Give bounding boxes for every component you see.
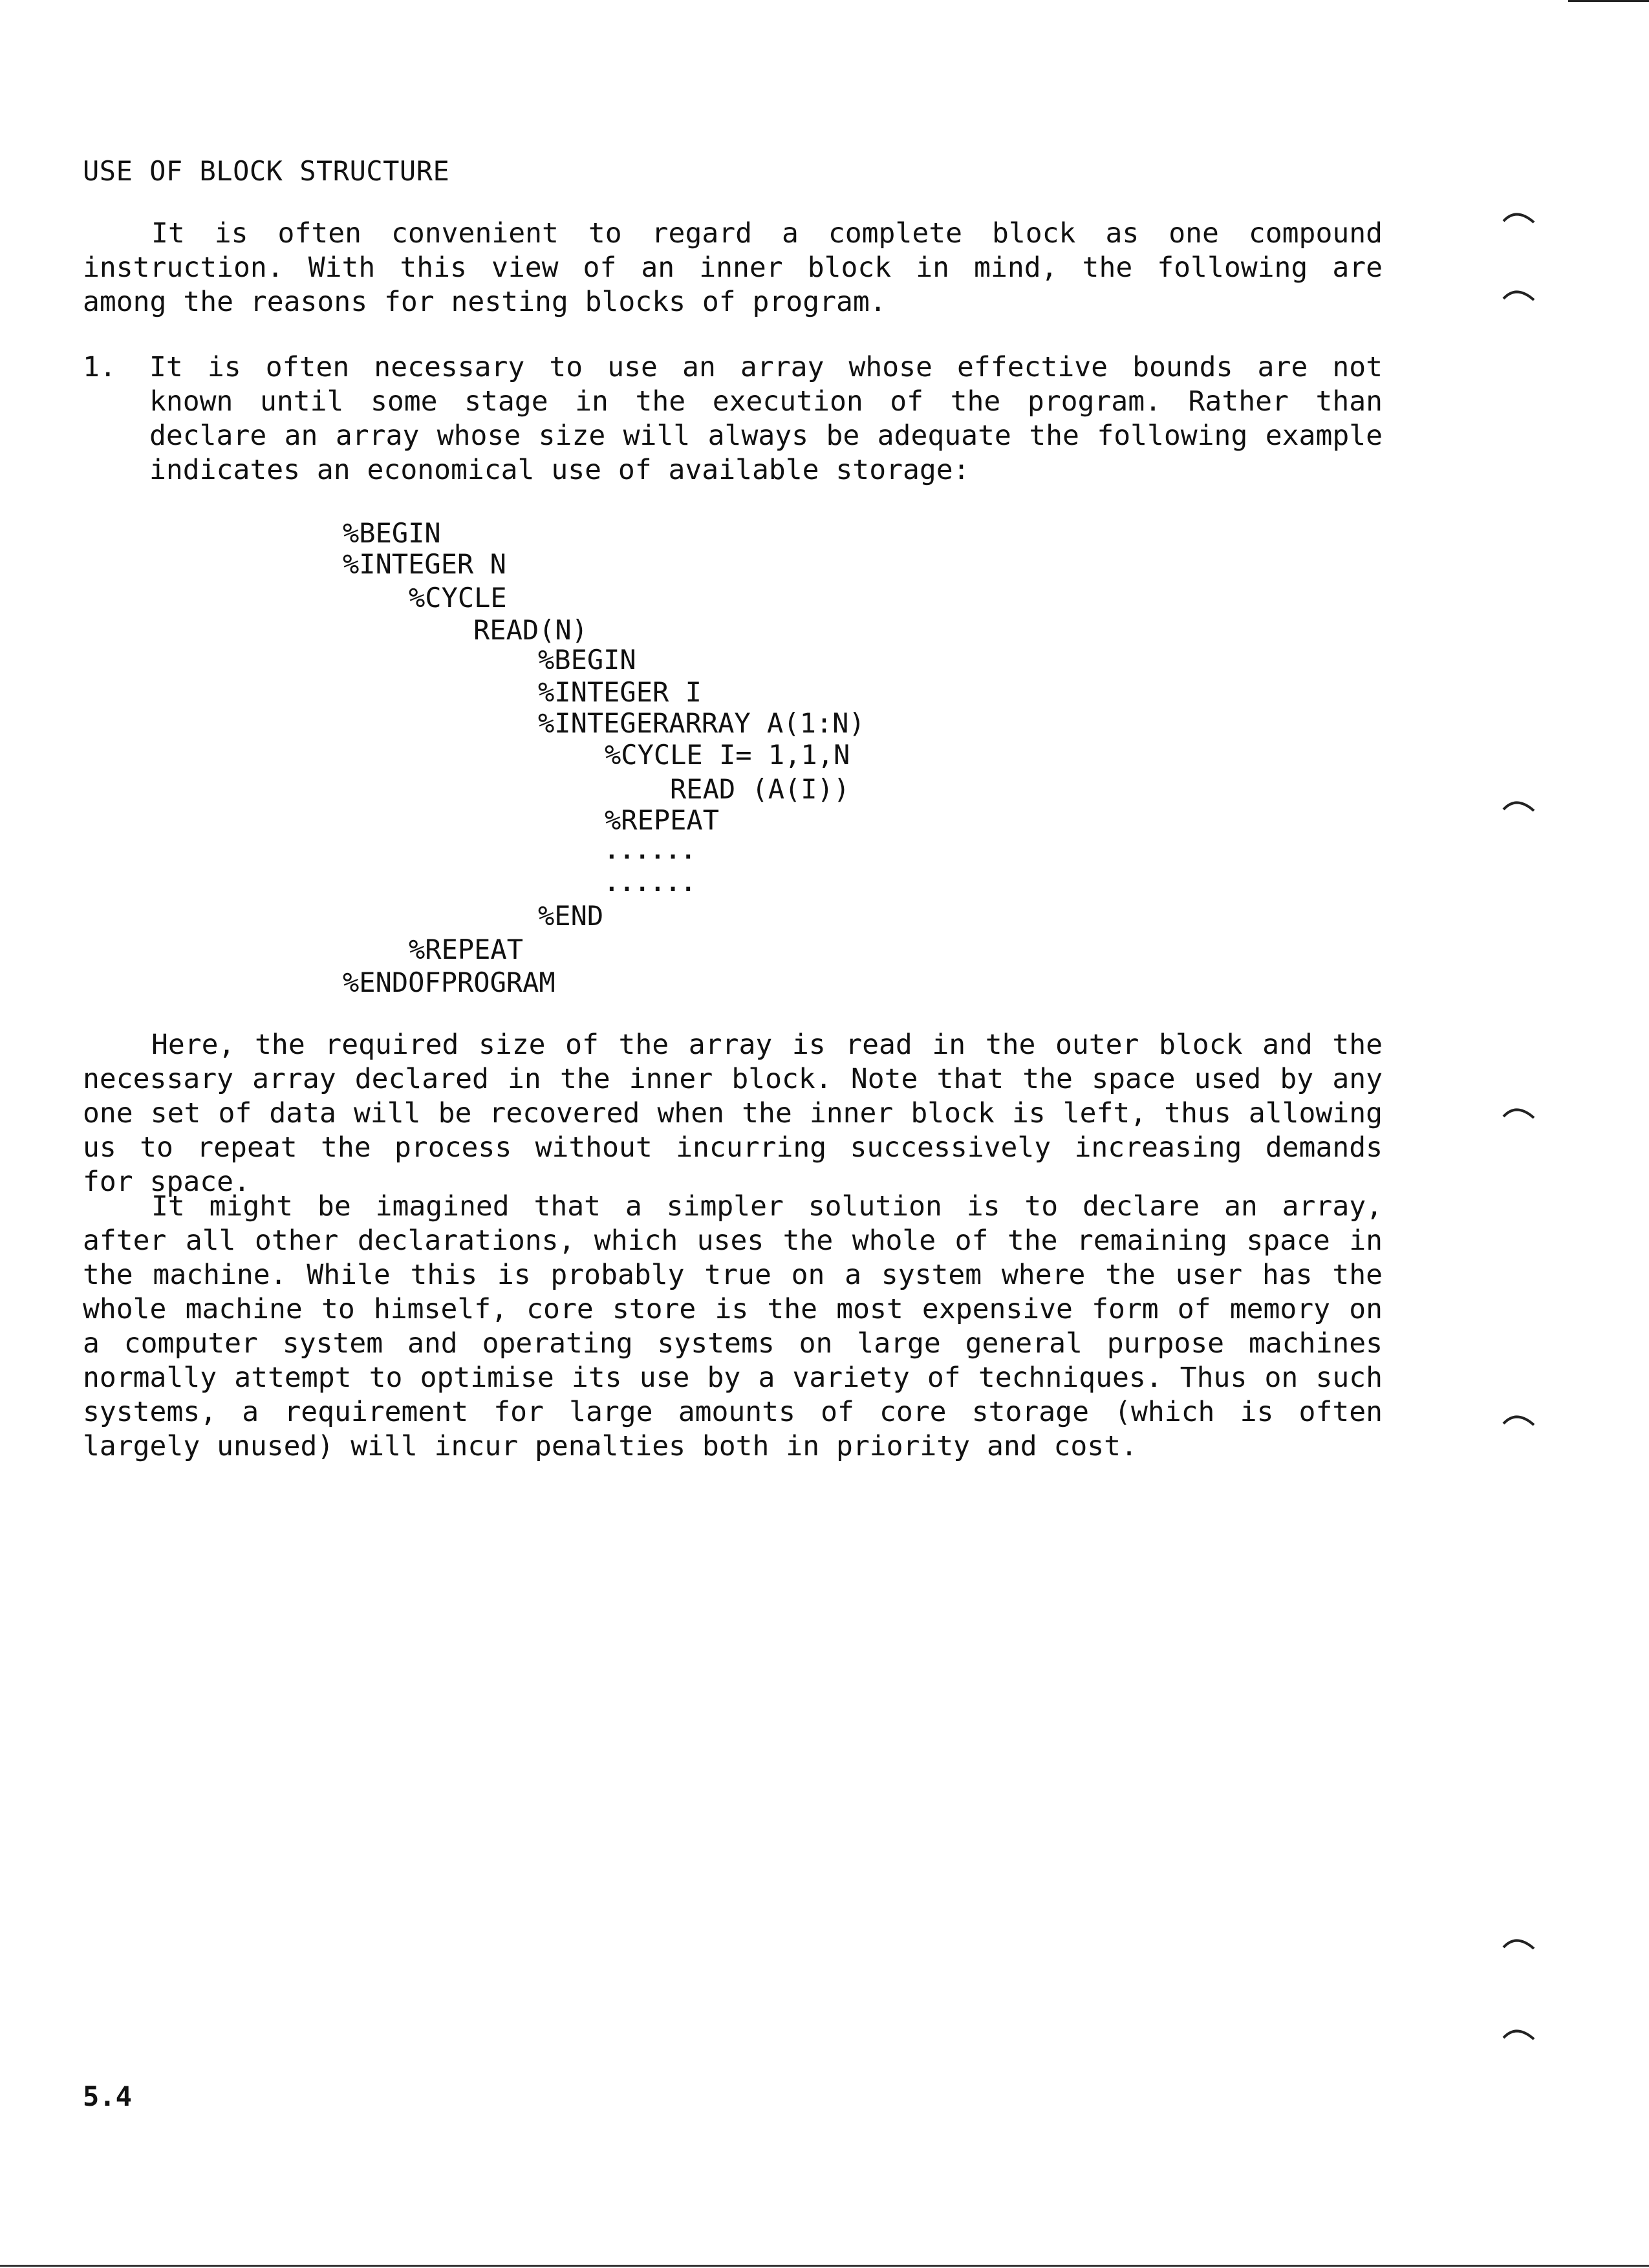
binder-mark-icon [1500,2024,1539,2043]
code-line: %END [538,900,604,932]
page-number: 5.4 [83,2081,132,2112]
code-line: %ENDOFPROGRAM [343,967,555,998]
ellipsis-line: ...... [605,870,697,897]
code-line: %INTEGER I [538,676,702,708]
paragraph-2-text: Here, the required size of the array is read in the outer block and the necessary array declared in the inner block. Note that the space used by any one set of data will be recovered when the inner block is left, thus allowing us to repeat the process without incurring successively increasing demands for space. [83,1029,1383,1198]
code-line: %BEGIN [343,517,441,549]
code-line: %BEGIN [538,644,636,676]
section-heading: USE OF BLOCK STRUCTURE [83,155,450,187]
list-item-number: 1. [83,351,116,383]
code-line: %INTEGERARRAY A(1:N) [538,707,865,739]
code-line: READ(N) [473,614,588,646]
paragraph-2 [83,1028,1383,1199]
code-line: %REPEAT [605,804,720,836]
page-edge-bottom [0,2265,1649,2267]
intro-paragraph [83,217,1383,319]
binder-mark-icon [1500,284,1539,304]
binder-mark-icon [1500,207,1539,226]
ellipsis-line: ...... [605,838,697,864]
binder-mark-icon [1500,1102,1539,1122]
code-line: %INTEGER N [343,548,506,580]
code-line: %CYCLE I= 1,1,N [605,739,850,771]
list-item-text: It is often necessary to use an array whose effective bounds are not known until some stage in the execution of the program. Rather than declare an array whose size will always be adequate the following example indicates an economical use of available storage: [149,351,1383,486]
code-line: %REPEAT [409,934,524,965]
page-edge-top [1568,0,1649,2]
binder-mark-icon [1500,1409,1539,1429]
code-line: %CYCLE [409,582,507,614]
code-line: READ (A(I)) [670,773,850,805]
binder-mark-icon [1500,795,1539,815]
paragraph-3 [83,1190,1383,1464]
intro-text: It is often convenient to regard a complete block as one compound instruction. With this view of an inner block in mind, the following are among the reasons for nesting blocks of program. [83,217,1383,318]
binder-mark-icon [1500,1933,1539,1952]
paragraph-3-text: It might be imagined that a simpler solution is to declare an array, after all other declarations, which uses the whole of the remaining space in the machine. While this is probably true on a system where the user has the whole machine to himself, core store is the most expensive form of memory on a computer system and operating systems on large general purpose machines normally attempt to optimise its use by a variety of techniques. Thus on such systems, a requirement for large amounts of core storage (which is often largely unused) will incur penalties both in priority and cost. [83,1190,1383,1462]
